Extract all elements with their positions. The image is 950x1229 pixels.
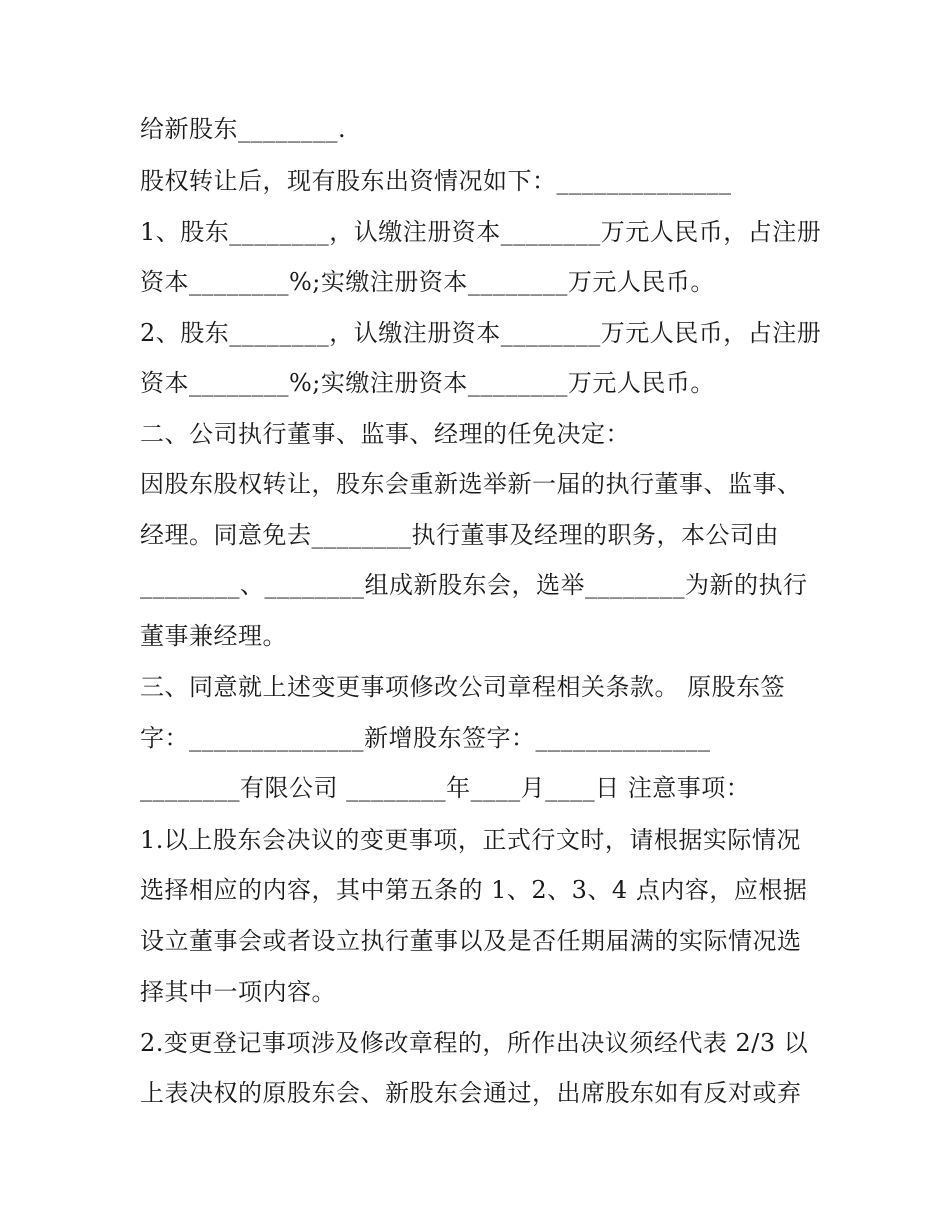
text-line: 1.以上股东会决议的变更事项，正式行文时，请根据实际情况 [140,826,801,854]
date-line: ________有限公司 ________年____月____日 注意事项： [140,774,751,802]
text-line: 董事兼经理。 [140,622,287,650]
text-line: 选择相应的内容，其中第五条的 1、2、3、4 点内容，应根据 [140,876,808,904]
signature-line: 字：______________新增股东签字：______________ [140,724,711,752]
text-line: 2、股东________，认缴注册资本________万元人民币，占注册 [140,319,822,347]
text-line: 2.变更登记事项涉及修改章程的，所作出决议须经代表 2/3 以 [140,1029,809,1057]
text-line: 股权转让后，现有股东出资情况如下：______________ [140,167,732,195]
text-line: 因股东股权转让，股东会重新选举新一届的执行董事、监事、 [140,470,802,498]
text-line: 择其中一项内容。 [140,978,336,1006]
section-heading: 三、同意就上述变更事项修改公司章程相关条款。 原股东签 [140,673,786,701]
text-line: ________、________组成新股东会，选举________为新的执行 [140,571,808,599]
section-heading: 二、公司执行董事、监事、经理的任免决定： [140,420,630,448]
text-line: 上表决权的原股东会、新股东会通过，出席股东如有反对或弃 [140,1079,802,1107]
text-line: 设立董事会或者设立执行董事以及是否任期届满的实际情况选 [140,927,802,955]
text-line: 资本________%;实缴注册资本________万元人民币。 [140,369,715,397]
text-line: 经理。同意免去________执行董事及经理的职务，本公司由 [140,521,779,549]
text-line: 1、股东________，认缴注册资本________万元人民币，占注册 [140,218,822,246]
text-line: 资本________%;实缴注册资本________万元人民币。 [140,268,715,296]
text-line: 给新股东________. [140,115,347,143]
